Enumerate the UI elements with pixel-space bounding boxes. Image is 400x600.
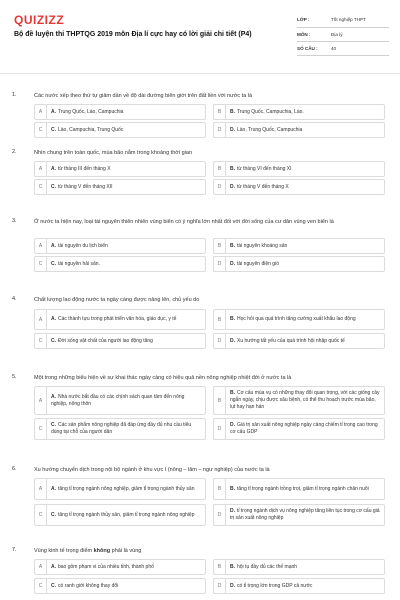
question-text-before: Vùng kinh tế trọng điểm (34, 548, 94, 554)
option-letter: A (35, 239, 47, 253)
page-header (0, 0, 400, 70)
meta-label: SỐ CÂU : (297, 41, 331, 55)
option-text: tăng tỉ trọng ngành thủy sản, giảm tỉ trọng ngành nông nghiệp (58, 511, 195, 518)
option-text: Các sản phẩm nông nghiệp đã đáp ứng đầy đủ nhu cầu tiêu dùng tại chỗ của người dân (51, 422, 192, 435)
question-number: 6. (12, 466, 17, 472)
option-c[interactable] (34, 122, 206, 138)
option-prefix: A. (51, 316, 56, 322)
option-text: Nhà nước bắt đầu có các chính sách quan tâm đến nông nghiệp, nông thôn (51, 393, 185, 407)
option-prefix: A. (51, 108, 56, 115)
meta-label: MÔN : (297, 27, 331, 41)
option-text: tài nguyên du lịch biển (58, 242, 108, 249)
option-letter: A (35, 560, 47, 574)
option-prefix: D. (230, 183, 235, 190)
option-letter: B (214, 162, 226, 176)
option-text: tăng tỉ trọng ngành nông nghiệp, giảm tỉ trọng ngành thủy sản (58, 485, 195, 492)
meta-value: Tốt nghiệp THPT (331, 13, 389, 27)
option-letter: B (214, 105, 226, 119)
option-d[interactable] (213, 333, 385, 349)
option-letter: A (35, 162, 47, 176)
option-letter: B (214, 387, 226, 414)
option-text: Các thành tựu trong phát triển văn hóa, giáo dục, y tế (58, 316, 177, 322)
option-prefix: D. (230, 337, 235, 344)
option-a[interactable] (34, 309, 206, 330)
option-letter: C (35, 579, 47, 593)
option-text: từ tháng VI đến tháng XI (237, 165, 292, 172)
option-text: tăng tỉ trọng ngành trồng trọt, giảm tỉ trọng ngành chăn nuôi (237, 485, 369, 492)
option-text: Học hỏi qua quá trình tăng cường xuất khẩu lao động (237, 316, 356, 322)
option-letter: D (214, 334, 226, 348)
option-d[interactable] (213, 256, 385, 272)
option-text: có tỉ trọng lớn trong GDP cả nước (237, 582, 313, 589)
option-prefix: A. (51, 242, 56, 249)
option-d[interactable] (213, 418, 385, 440)
option-prefix: D. (230, 126, 235, 133)
option-text: từ tháng V đến tháng XII (58, 183, 113, 190)
option-prefix: B. (230, 108, 235, 115)
option-d[interactable] (213, 179, 385, 195)
option-prefix: D. (230, 508, 235, 514)
option-c[interactable] (34, 578, 206, 594)
option-b[interactable] (213, 309, 385, 330)
option-letter: D (214, 505, 226, 525)
question-number: 7. (12, 547, 17, 553)
option-prefix: B. (230, 390, 235, 396)
option-letter: C (35, 505, 47, 525)
question-text: Một trong những biểu hiện về sự khai thác ngày càng có hiệu quả nền nông nghiệp nhiệt đới ở nước ta là (34, 375, 292, 381)
option-letter: B (214, 239, 226, 253)
option-prefix: C. (51, 422, 56, 428)
option-c[interactable] (34, 179, 206, 195)
option-text: Đời sống vật chất của người lao động tăng (58, 337, 153, 344)
question-text-after: phải là vùng (110, 548, 142, 554)
option-prefix: B. (230, 485, 235, 492)
option-b[interactable] (213, 386, 385, 415)
option-text: Lào, Campuchia, Trung Quốc (58, 126, 124, 133)
option-c[interactable] (34, 333, 206, 349)
option-prefix: B. (230, 242, 235, 249)
option-letter: A (35, 310, 47, 329)
meta-row-subject (297, 27, 389, 41)
option-letter: D (214, 579, 226, 593)
option-letter: D (214, 419, 226, 439)
option-d[interactable] (213, 504, 385, 526)
question-number: 4. (12, 296, 17, 302)
option-text: tài nguyên điện gió (237, 260, 279, 267)
option-prefix: A. (51, 165, 56, 172)
option-text: Giá trị sản xuất nông nghiệp ngày càng chiếm tỉ trọng cao trong cơ cấu GDP (230, 422, 378, 435)
option-text: tài nguyên khoáng sản (237, 242, 288, 249)
page-title: Bộ đề luyện thi THPTQG 2019 môn Địa lí cực hay có lời giải chi tiết (P4) (14, 31, 252, 38)
option-letter: B (214, 560, 226, 574)
option-prefix: C. (51, 260, 56, 267)
option-d[interactable] (213, 122, 385, 138)
option-text: tài nguyên hải sản. (58, 260, 100, 267)
meta-row-count (297, 41, 389, 55)
option-prefix: B. (230, 563, 235, 570)
option-b[interactable] (213, 104, 385, 120)
option-prefix: A. (51, 393, 56, 400)
option-c[interactable] (34, 256, 206, 272)
option-a[interactable] (34, 386, 206, 415)
option-letter: A (35, 479, 47, 499)
option-letter: D (214, 123, 226, 137)
option-prefix: C. (51, 126, 56, 133)
meta-value: 40 (331, 41, 389, 55)
question-text: Nhìn chung trên toàn quốc, mùa bão nằm trong khoảng thời gian (34, 150, 193, 156)
option-prefix: B. (230, 316, 235, 322)
option-letter: C (35, 334, 47, 348)
option-prefix: C. (51, 511, 56, 518)
option-a[interactable] (34, 478, 206, 500)
question-text: Xu hướng chuyển dịch trong nội bộ ngành ở khu vực I (nông – lâm – ngư nghiệp) của nước ta là (34, 467, 270, 473)
option-prefix: A. (51, 563, 56, 570)
option-letter: A (35, 105, 47, 119)
option-prefix: D. (230, 422, 235, 428)
question-text-emphasis: không (93, 548, 111, 554)
option-prefix: C. (51, 183, 56, 190)
option-letter: D (214, 257, 226, 271)
meta-value: Địa lý (331, 27, 389, 41)
option-letter: C (35, 180, 47, 194)
option-text: Xu hướng tất yếu của quá trình hội nhập quốc tế (237, 337, 345, 344)
option-a[interactable] (34, 559, 206, 575)
question-text: Các nước xếp theo thứ tự giảm dần về độ dài đường biên giới trên đất liền với nước ta là (34, 93, 253, 99)
question-text: Ở nước ta hiện nay, loại tài nguyên thiên nhiên vùng biển có ý nghĩa lớn nhất đối với đời sống của cư dân vùng ven biển là (34, 219, 334, 225)
option-letter: C (35, 123, 47, 137)
option-text: từ tháng V đến tháng X (237, 183, 289, 190)
meta-row-class (297, 13, 389, 27)
option-text: tỉ trọng ngành dịch vụ nông nghiệp tăng liên tục trong cơ cấu giá trị sản xuất nông nghiệp (230, 508, 380, 521)
option-a[interactable] (34, 161, 206, 177)
option-d[interactable] (213, 578, 385, 594)
option-c[interactable] (34, 418, 206, 440)
question-text: Chất lượng lao động nước ta ngày càng được nâng lên, chủ yếu do (34, 297, 200, 303)
option-prefix: A. (51, 485, 56, 492)
option-b[interactable] (213, 238, 385, 254)
option-prefix: D. (230, 260, 235, 267)
option-letter: B (214, 479, 226, 499)
option-text: Trung Quốc, Lào, Campuchia (58, 108, 124, 115)
option-letter: B (214, 310, 226, 329)
option-prefix: D. (230, 582, 235, 589)
option-letter: C (35, 419, 47, 439)
option-b[interactable] (213, 478, 385, 500)
option-text: Cơ cấu mùa vụ có những thay đổi quan trọng, với các giống cây ngắn ngày, chịu được sâu bệnh, có thể thu hoạch trước mùa bão, lụt hay hạn hán (230, 390, 380, 410)
option-prefix: B. (230, 165, 235, 172)
option-a[interactable] (34, 104, 206, 120)
header-divider (0, 73, 400, 74)
option-text: hội tụ đầy đủ các thế mạnh (237, 563, 298, 570)
question-number: 5. (12, 374, 17, 380)
option-text: có ranh giới không thay đổi (58, 582, 119, 589)
option-a[interactable] (34, 238, 206, 254)
option-letter: C (35, 257, 47, 271)
option-b[interactable] (213, 559, 385, 575)
option-b[interactable] (213, 161, 385, 177)
option-text: Trung Quốc, Campuchia, Lào. (237, 108, 304, 115)
option-text: bao gồm phạm vi của nhiều tỉnh, thành phố (58, 563, 154, 570)
quizizz-logo: QUIZIZZ (14, 13, 65, 27)
question-text (34, 547, 379, 555)
option-c[interactable] (34, 504, 206, 526)
option-prefix: C. (51, 582, 56, 589)
option-letter: A (35, 387, 47, 414)
option-text: Lào, Trung Quốc, Campuchia (237, 126, 303, 133)
question-number: 3. (12, 218, 17, 224)
question-number: 2. (12, 149, 17, 155)
meta-label: LỚP : (297, 13, 331, 27)
option-letter: D (214, 180, 226, 194)
option-prefix: C. (51, 337, 56, 344)
option-text: từ tháng III đến tháng X (58, 165, 111, 172)
quiz-meta-table (297, 13, 389, 56)
question-number: 1. (12, 92, 17, 98)
